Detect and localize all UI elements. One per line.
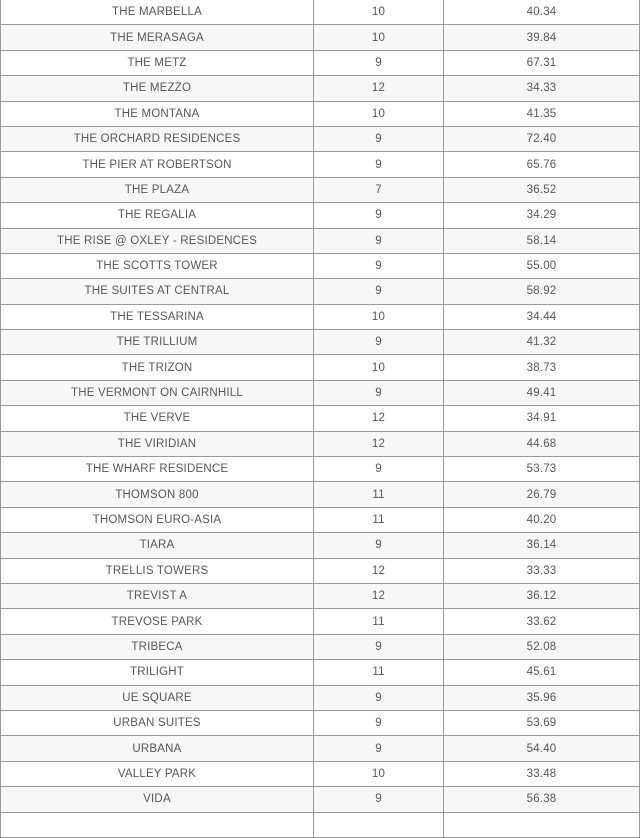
count-cell: 9 <box>314 736 444 761</box>
table-row <box>1 126 640 151</box>
project-name-cell: THE REGALIA <box>1 203 314 228</box>
project-name-cell: THE MEZZO <box>1 76 314 101</box>
count-cell: 12 <box>314 558 444 583</box>
value-cell: 49.41 <box>444 380 640 405</box>
count-cell: 9 <box>314 457 444 482</box>
value-cell: 40.20 <box>444 507 640 532</box>
count-cell: 11 <box>314 482 444 507</box>
project-name-cell: THE PIER AT ROBERTSON <box>1 152 314 177</box>
project-name-cell: TIARA <box>1 533 314 558</box>
count-cell: 10 <box>314 304 444 329</box>
value-cell: 53.69 <box>444 710 640 735</box>
project-name-cell: THE METZ <box>1 50 314 75</box>
table-row <box>1 50 640 75</box>
table-row <box>1 253 640 278</box>
count-cell: 12 <box>314 406 444 431</box>
value-cell: 67.31 <box>444 50 640 75</box>
table-row <box>1 0 640 25</box>
project-name-cell: URBANA <box>1 736 314 761</box>
table-row <box>1 736 640 761</box>
table-row <box>1 355 640 380</box>
project-name-cell: THE TRIZON <box>1 355 314 380</box>
table-row-partial <box>1 812 640 837</box>
value-cell: 39.84 <box>444 25 640 50</box>
value-cell: 33.48 <box>444 761 640 786</box>
project-name-cell: THE WHARF RESIDENCE <box>1 457 314 482</box>
count-cell: 12 <box>314 583 444 608</box>
value-cell: 33.33 <box>444 558 640 583</box>
table-row <box>1 203 640 228</box>
table-row <box>1 76 640 101</box>
project-name-cell: UE SQUARE <box>1 685 314 710</box>
count-cell: 11 <box>314 609 444 634</box>
table-row <box>1 609 640 634</box>
count-cell: 9 <box>314 710 444 735</box>
value-cell: 36.14 <box>444 533 640 558</box>
count-cell: 9 <box>314 152 444 177</box>
project-name-cell: VIDA <box>1 787 314 812</box>
value-cell: 52.08 <box>444 634 640 659</box>
count-cell: 9 <box>314 228 444 253</box>
count-cell: 10 <box>314 761 444 786</box>
project-name-cell: THE MARBELLA <box>1 0 314 25</box>
value-cell: 34.44 <box>444 304 640 329</box>
count-cell: 9 <box>314 634 444 659</box>
project-name-cell: THE TRILLIUM <box>1 330 314 355</box>
value-cell: 38.73 <box>444 355 640 380</box>
value-cell: 56.38 <box>444 787 640 812</box>
count-cell: 9 <box>314 50 444 75</box>
count-cell <box>314 812 444 837</box>
table-row <box>1 634 640 659</box>
project-name-cell: THOMSON EURO-ASIA <box>1 507 314 532</box>
count-cell: 9 <box>314 330 444 355</box>
count-cell: 9 <box>314 126 444 151</box>
table-row <box>1 685 640 710</box>
value-cell: 54.40 <box>444 736 640 761</box>
project-name-cell: THE PLAZA <box>1 177 314 202</box>
project-name-cell: THOMSON 800 <box>1 482 314 507</box>
project-name-cell: URBAN SUITES <box>1 710 314 735</box>
table-row <box>1 558 640 583</box>
count-cell: 7 <box>314 177 444 202</box>
table-row <box>1 482 640 507</box>
value-cell <box>444 812 640 837</box>
value-cell: 26.79 <box>444 482 640 507</box>
table-row <box>1 101 640 126</box>
table-row <box>1 761 640 786</box>
count-cell: 10 <box>314 101 444 126</box>
table-row <box>1 25 640 50</box>
project-name-cell: THE MERASAGA <box>1 25 314 50</box>
project-name-cell: THE RISE @ OXLEY - RESIDENCES <box>1 228 314 253</box>
project-name-cell: VALLEY PARK <box>1 761 314 786</box>
project-name-cell: TRELLIS TOWERS <box>1 558 314 583</box>
table-row <box>1 787 640 812</box>
value-cell: 58.92 <box>444 279 640 304</box>
table-row <box>1 330 640 355</box>
project-name-cell: THE SUITES AT CENTRAL <box>1 279 314 304</box>
project-name-cell: THE VERVE <box>1 406 314 431</box>
table-row <box>1 177 640 202</box>
count-cell: 9 <box>314 787 444 812</box>
table-row <box>1 279 640 304</box>
value-cell: 35.96 <box>444 685 640 710</box>
project-name-cell: THE VERMONT ON CAIRNHILL <box>1 380 314 405</box>
value-cell: 34.29 <box>444 203 640 228</box>
project-name-cell: THE MONTANA <box>1 101 314 126</box>
value-cell: 58.14 <box>444 228 640 253</box>
value-cell: 65.76 <box>444 152 640 177</box>
count-cell: 12 <box>314 431 444 456</box>
value-cell: 36.12 <box>444 583 640 608</box>
count-cell: 9 <box>314 203 444 228</box>
count-cell: 9 <box>314 253 444 278</box>
count-cell: 12 <box>314 76 444 101</box>
value-cell: 72.40 <box>444 126 640 151</box>
value-cell: 41.32 <box>444 330 640 355</box>
count-cell: 10 <box>314 355 444 380</box>
value-cell: 45.61 <box>444 660 640 685</box>
table-row <box>1 228 640 253</box>
value-cell: 44.68 <box>444 431 640 456</box>
project-name-cell <box>1 812 314 837</box>
table-row <box>1 431 640 456</box>
value-cell: 53.73 <box>444 457 640 482</box>
value-cell: 41.35 <box>444 101 640 126</box>
table-row <box>1 304 640 329</box>
table-row <box>1 710 640 735</box>
project-name-cell: TRIBECA <box>1 634 314 659</box>
count-cell: 9 <box>314 685 444 710</box>
value-cell: 40.34 <box>444 0 640 25</box>
project-name-cell: THE VIRIDIAN <box>1 431 314 456</box>
count-cell: 11 <box>314 660 444 685</box>
count-cell: 10 <box>314 0 444 25</box>
table-row <box>1 533 640 558</box>
project-name-cell: THE TESSARINA <box>1 304 314 329</box>
value-cell: 34.33 <box>444 76 640 101</box>
project-name-cell: TREVIST A <box>1 583 314 608</box>
count-cell: 9 <box>314 380 444 405</box>
table-row <box>1 507 640 532</box>
count-cell: 11 <box>314 507 444 532</box>
table-row <box>1 583 640 608</box>
count-cell: 9 <box>314 279 444 304</box>
project-name-cell: THE ORCHARD RESIDENCES <box>1 126 314 151</box>
value-cell: 36.52 <box>444 177 640 202</box>
table-row <box>1 380 640 405</box>
count-cell: 9 <box>314 533 444 558</box>
project-name-cell: THE SCOTTS TOWER <box>1 253 314 278</box>
count-cell: 10 <box>314 25 444 50</box>
value-cell: 55.00 <box>444 253 640 278</box>
table-row <box>1 457 640 482</box>
project-name-cell: TREVOSE PARK <box>1 609 314 634</box>
value-cell: 34.91 <box>444 406 640 431</box>
table-row <box>1 406 640 431</box>
project-name-cell: TRILIGHT <box>1 660 314 685</box>
table-row <box>1 152 640 177</box>
table-row <box>1 660 640 685</box>
value-cell: 33.62 <box>444 609 640 634</box>
